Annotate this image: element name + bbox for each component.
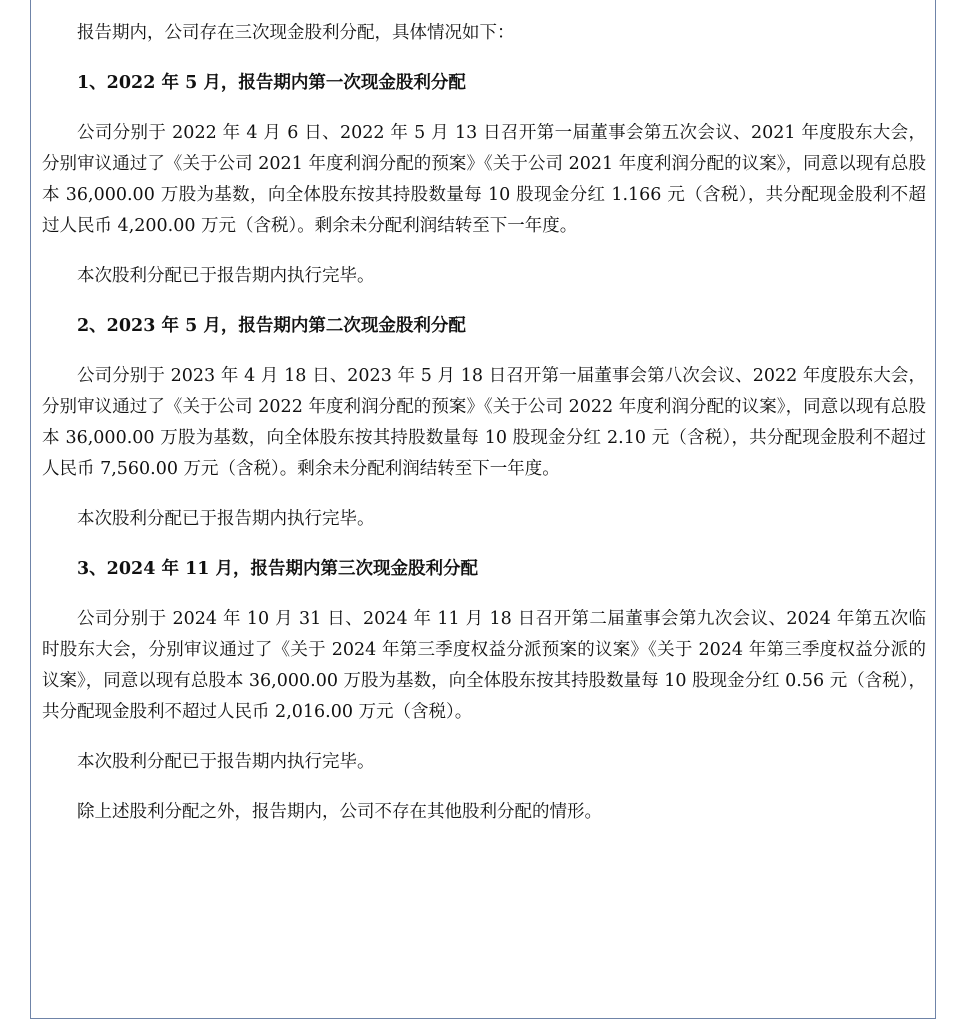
intro-paragraph: 报告期内，公司存在三次现金股利分配，具体情况如下： [77, 23, 515, 43]
section-1-body: 公司分别于 2022 年 4 月 6 日、2022 年 5 月 13 日召开第一届董事会第五次会议、2021 年度股东大会，分别审议通过了《关于公司 2021 年度利润分配的预案》《关于公司 2021 年度利润分配的议案》，同意以现有总股本 36,000.00 万股为基数，向全体股东按其持股数量每 10 股现金分红 1.166 元（含税），共分配现金股利不超过人民币 4,200.00 万元（含税）。剩余未分配利润结转至下一年度。 [42, 123, 926, 236]
section-3-body: 公司分别于 2024 年 10 月 31 日、2024 年 11 月 18 日召开第二届董事会第九次会议、2024 年第五次临时股东大会，分别审议通过了《关于 2024 年第三季度权益分派预案的议案》《关于 2024 年第三季度权益分派的议案》，同意以现有总股本 36,000.00 万股为基数，向全体股东按其持股数量每 10 股现金分红 0.56 元（含税），共分配现金股利不超过人民币 2,016.00 万元（含税）。 [42, 609, 926, 722]
document-body [42, 18, 926, 847]
section-1-heading: 1、2022 年 5 月，报告期内第一次现金股利分配 [77, 73, 466, 93]
section-1-status: 本次股利分配已于报告期内执行完毕。 [77, 266, 375, 286]
section-3-status: 本次股利分配已于报告期内执行完毕。 [77, 752, 375, 772]
closing-paragraph: 除上述股利分配之外，报告期内，公司不存在其他股利分配的情形。 [77, 802, 602, 822]
section-3-heading: 3、2024 年 11 月，报告期内第三次现金股利分配 [77, 559, 479, 579]
section-2-status: 本次股利分配已于报告期内执行完毕。 [77, 509, 375, 529]
section-2-body: 公司分别于 2023 年 4 月 18 日、2023 年 5 月 18 日召开第一届董事会第八次会议、2022 年度股东大会，分别审议通过了《关于公司 2022 年度利润分配的预案》《关于公司 2022 年度利润分配的议案》，同意以现有总股本 36,000.00 万股为基数，向全体股东按其持股数量每 10 股现金分红 2.10 元（含税），共分配现金股利不超过人民币 7,560.00 万元（含税）。剩余未分配利润结转至下一年度。 [42, 366, 926, 479]
section-2-heading: 2、2023 年 5 月，报告期内第二次现金股利分配 [77, 316, 466, 336]
